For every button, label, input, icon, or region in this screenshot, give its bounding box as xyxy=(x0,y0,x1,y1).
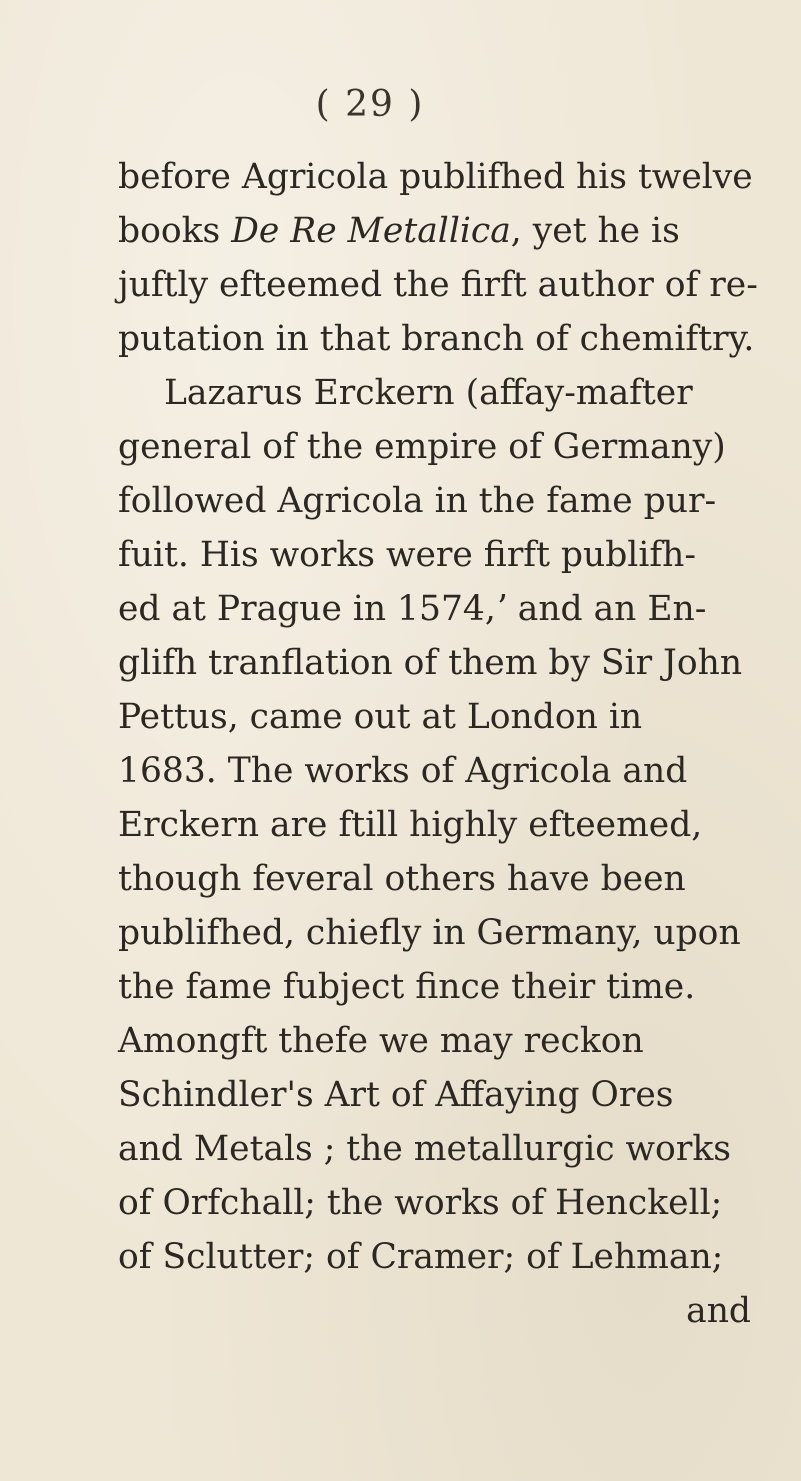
book-title-italic: De Re Metallica xyxy=(231,211,511,251)
page-number: ( 29 ) xyxy=(315,84,425,125)
text-line-13: Erckern are ftill highly efteemed, xyxy=(118,805,703,845)
text-line-21: of Sclutter; of Cramer; of Lehman; xyxy=(118,1237,724,1277)
text-line-4: putation in that branch of chemiftry. xyxy=(118,319,755,359)
text-line-9: ed at Prague in 1574,ʼ and an En- xyxy=(118,589,707,629)
text-line-2-start: books xyxy=(118,211,232,251)
text-line-12: 1683. The works of Agricola and xyxy=(118,751,688,791)
catchword: and xyxy=(686,1291,751,1331)
text-line-2 xyxy=(118,204,798,258)
text-line-2-end: , yet he is xyxy=(510,211,680,251)
text-line-10: glifh tranflation of them by Sir John xyxy=(118,643,743,683)
text-line-11: Pettus, came out at London in xyxy=(118,697,643,737)
text-line-1: before Agricola publifhed his twelve xyxy=(118,157,753,197)
text-line-5: Lazarus Erckern (affay-mafter xyxy=(164,373,693,413)
text-line-7: followed Agricola in the fame pur- xyxy=(118,481,717,521)
body-text xyxy=(118,150,798,1338)
text-line-17: Amongft thefe we may reckon xyxy=(118,1021,644,1061)
text-line-14: though feveral others have been xyxy=(118,859,686,899)
text-line-20: of Orfchall; the works of Henckell; xyxy=(118,1183,723,1223)
text-line-16: the fame fubject fince their time. xyxy=(118,967,696,1007)
text-line-8: fuit. His works were firft publifh- xyxy=(118,535,697,575)
text-line-3: juftly efteemed the firft author of re- xyxy=(118,265,758,305)
text-line-19: and Metals ; the metallurgic works xyxy=(118,1129,731,1169)
text-line-15: publifhed, chiefly in Germany, upon xyxy=(118,913,741,953)
text-line-18: Schindler's Art of Affaying Ores xyxy=(118,1075,674,1115)
text-line-6: general of the empire of Germany) xyxy=(118,427,726,467)
